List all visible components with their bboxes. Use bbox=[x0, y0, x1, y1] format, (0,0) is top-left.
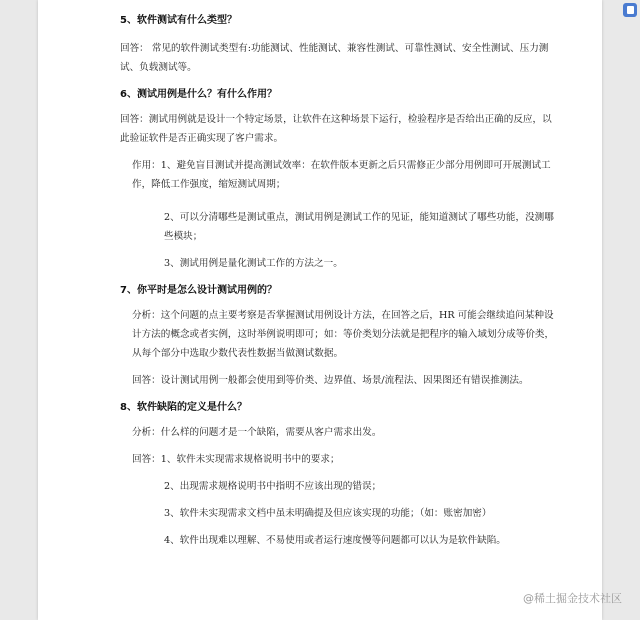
section-6-purpose: 作用：1、避免盲目测试并提高测试效率：在软件版本更新之后只需修正少部分用例即可开展测试工作，降低工作强度，缩短测试周期； bbox=[132, 160, 551, 190]
section-8-answer-1: 回答：1、软件未实现需求规格说明书中的要求； bbox=[132, 454, 340, 465]
section-6-point-2: 2、可以分清哪些是测试重点，测试用例是测试工作的见证，能知道测试了哪些功能，没测哪些模块； bbox=[164, 212, 554, 242]
section-5-answer: 回答： 常见的软件测试类型有:功能测试、性能测试、兼容性测试、可靠性测试、安全性测试、压力测试、负载测试等。 bbox=[120, 43, 549, 73]
document-content bbox=[120, 6, 560, 550]
section-6-title: 6、测试用例是什么？有什么作用？ bbox=[120, 89, 277, 100]
section-8-analysis: 分析：什么样的问题才是一个缺陷，需要从客户需求出发。 bbox=[132, 427, 382, 438]
section-8-title: 8、软件缺陷的定义是什么？ bbox=[120, 402, 247, 413]
section-7-analysis: 分析：这个问题的点主要考察是否掌握测试用例设计方法，在回答之后，HR 可能会继续追问某种设计方法的概念或者实例，这时举例说明即可；如：等价类划分法就是把程序的输入域划分成等价类，从每个部分中选取少数代表性数据当做测试数据。 bbox=[132, 310, 555, 359]
section-8-answer-2: 2、出现需求规格说明书中指明不应该出现的错误； bbox=[164, 481, 382, 492]
section-7-title: 7、你平时是怎么设计测试用例的？ bbox=[120, 285, 277, 296]
section-7-answer: 回答：设计测试用例一般都会使用到等价类、边界值、场景/流程法、因果图还有错误推测法。 bbox=[132, 375, 529, 386]
section-6-point-3: 3、测试用例是量化测试工作的方法之一。 bbox=[164, 258, 343, 269]
document-icon[interactable] bbox=[623, 3, 637, 17]
watermark: @稀土掘金技术社区 bbox=[523, 592, 622, 605]
section-8-answer-4: 4、软件出现难以理解、不易使用或者运行速度慢等问题都可以认为是软件缺陷。 bbox=[164, 535, 506, 546]
section-5-title: 5、软件测试有什么类型？ bbox=[120, 15, 237, 26]
document-page bbox=[38, 0, 602, 620]
section-6-answer: 回答：测试用例就是设计一个特定场景，让软件在这种场景下运行，检验程序是否给出正确的反应，以此验证软件是否正确实现了客户需求。 bbox=[120, 114, 552, 144]
section-8-answer-3: 3、软件未实现需求文档中虽未明确提及但应该实现的功能；（如：账密加密） bbox=[164, 508, 492, 519]
